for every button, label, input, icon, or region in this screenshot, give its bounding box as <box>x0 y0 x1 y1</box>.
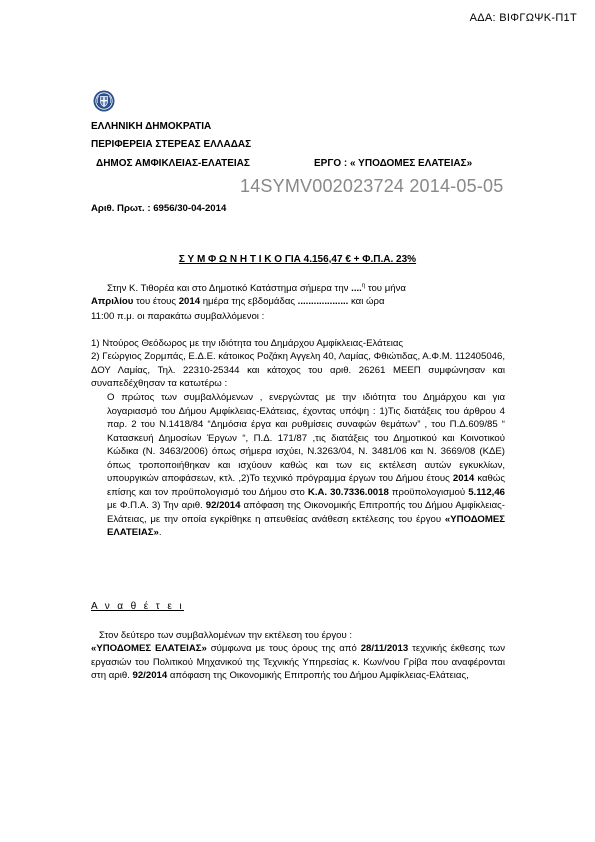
body-budget-code: Κ.Α. 30.7336.0018 <box>307 486 389 498</box>
hellenic-republic-emblem-icon <box>93 90 115 112</box>
intro-line-1 <box>107 280 507 296</box>
second-text: τεχνικής έκθεσης των εργασιών του Πολιτικού Μηχανικού της Τεχνικής Υπηρεσίας κ. Κων/νου Γρίβα που αναφέρονται στη αριθ. <box>91 643 505 681</box>
body-budget-amount: 5.112,46 <box>468 486 506 498</box>
intro-text: του μήνα <box>365 283 406 295</box>
contract-body <box>107 391 505 540</box>
header-municipality: ΔΗΜΟΣ ΑΜΦΙΚΛΕΙΑΣ-ΕΛΑΤΕΙΑΣ <box>96 158 250 169</box>
body-text: με Φ.Π.Α. 3) Την αριθ. <box>107 500 206 511</box>
intro-text: Στην Κ. Τιθορέα και στο Δημοτικό Κατάστημα σήμερα την <box>107 283 349 295</box>
ada-code: ΑΔΑ: ΒΙΦΓΩΨΚ-Π1Τ <box>469 12 577 24</box>
header-region: ΠΕΡΙΦΕΡΕΙΑ ΣΤΕΡΕΑΣ ΕΛΛΑΔΑΣ <box>91 139 252 150</box>
document-stamp-number: 14SYMV002023724 2014-05-05 <box>240 176 504 196</box>
party-1: 1) Ντούρος Θεόδωρος με την ιδιότητα του Δημάρχου Αμφίκλειας-Ελάτειας <box>91 338 404 349</box>
document-title: Σ Υ Μ Φ Ω Ν Η Τ Ι Κ Ο ΓΙΑ 4.156,47 € + Φ.Π.Α. 23% <box>178 254 417 265</box>
intro-day-blank: .... <box>348 283 362 295</box>
second-report-date: 28/11/2013 <box>360 643 409 654</box>
second-decision-number: 92/2014 <box>132 670 168 681</box>
body-text: καθώς επίσης και τον προϋπολογισμό του Δήμου στο <box>107 473 505 498</box>
protocol-number: Αριθ. Πρωτ. : 6956/30-04-2014 <box>91 203 227 214</box>
header-republic: ΕΛΛΗΝΙΚΗ ΔΗΜΟΚΡΑΤΙΑ <box>91 121 212 132</box>
second-project-name: «ΥΠΟΔΟΜΕΣ ΕΛΑΤΕΙΑΣ» <box>91 643 207 654</box>
intro-text: ημέρα της εβδομάδας <box>200 296 298 307</box>
intro-month: Απριλίου <box>91 296 134 307</box>
body-text: Ο πρώτος των συμβαλλόμενων , ενεργώντας με την ιδιότητα του Δημάρχου και για λογαριασμό του Δήμου Αμφίκλειας-Ελάτειας, έχοντας υπόψη : 1)Τις διατάξεις του άρθρου 4 παρ. 2 του Ν.1418/84 “Δημόσια έργα και ρυθμίσεις συναφών θεμάτων” , του Π.Δ.609/85 “ Κατασκευή Δημοσίων Έργων “, Π.Δ. 171/87 ,τις διατάξεις του Δημοτικού και Κοινοτικού Κώδικα (Ν. 3463/2006) όπως σήμερα ισχύει, Ν.3263/04, Ν. 3481/06 και Ν. 3669/08 (ΚΔΕ) όπως τροποποιήθηκαν και ισχύουν καθώς και των εις εκτέλεση αυτών εγκυκλίων, υπουργικών αποφάσεων, κτλ. ,2)Το τεχνικό πρόγραμμα έργων του Δήμου έτους <box>107 392 505 484</box>
section-heading-anathetei: Α ν α θ έ τ ε ι <box>91 601 184 612</box>
intro-text: του έτους <box>133 296 179 307</box>
second-text: σύμφωνα με τους όρους της από <box>206 643 361 654</box>
intro-line-2 <box>91 295 505 309</box>
body-text: προϋπολογισμού <box>388 486 469 498</box>
intro-year: 2014 <box>178 296 201 307</box>
intro-line-3: 11:00 π.μ. οι παρακάτω συμβαλλόμενοι : <box>91 311 265 322</box>
second-text: απόφαση της Οικονομικής Επιτροπής του Δήμου Αμφίκλειας-Ελάτειας, <box>167 670 469 681</box>
party-2: 2) Γεώργιος Ζορμπάς, Ε.Δ.Ε. κάτοικος Ροζάκη Αγγελη 40, Λαμίας, Φθιώτιδας, Α.Φ.Μ. 112405046, ΔΟΥ Λαμίας, Τηλ. 22310-25344 και κάτοχος του αριθ. 26261 ΜΕΕΠ συμφώνησαν και συναπεδέχθησαν τα κατωτέρω : <box>91 351 505 389</box>
second-party-body <box>91 642 505 683</box>
intro-text: και ώρα <box>348 296 385 307</box>
body-text: απόφαση της Οικονομικής Επιτροπής του Δήμου Αμφίκλειας-Ελάτειας, με την οποία εγκρίθηκε η απευθείας ανάθεση εκτέλεσης του έργου <box>107 500 505 525</box>
body-decision-number: 92/2014 <box>205 500 241 511</box>
body-text: . <box>158 527 162 538</box>
body-project-name: «ΥΠΟΔΟΜΕΣ ΕΛΑΤΕΙΑΣ» <box>107 513 505 538</box>
intro-superscript: η <box>361 283 366 289</box>
body-year: 2014 <box>452 473 475 484</box>
header-project: ΕΡΓΟ : « ΥΠΟΔΟΜΕΣ ΕΛΑΤΕΙΑΣ» <box>314 158 473 169</box>
intro-weekday-blank: ................... <box>297 296 349 307</box>
second-party-line-1: Στον δεύτερο των συμβαλλομένων την εκτέλεση του έργου : <box>99 630 353 641</box>
